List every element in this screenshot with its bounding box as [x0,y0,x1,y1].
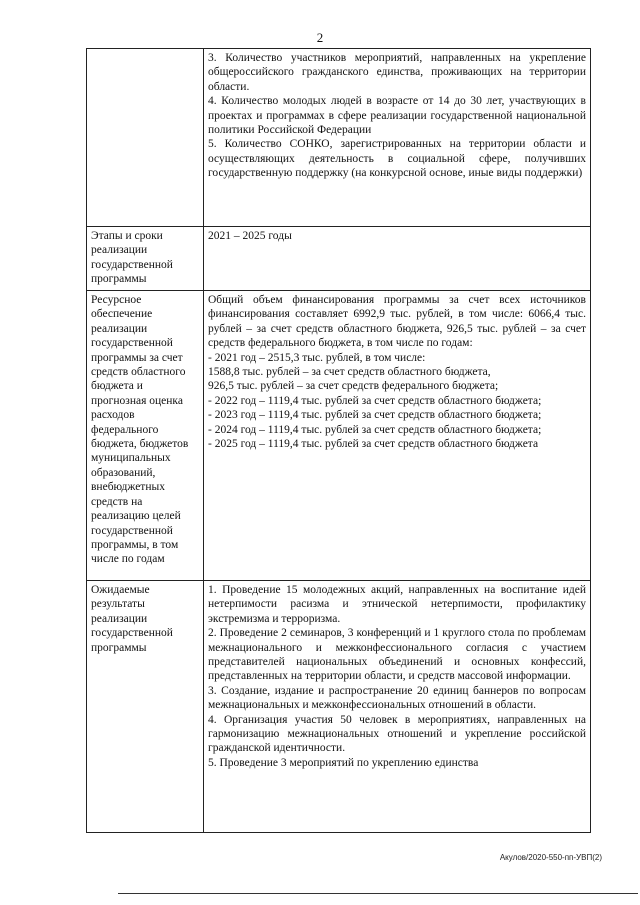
indicator-3: 3. Количество участников мероприятий, направленных на укрепление общероссийского гражданского единства, проживающих на территории области. [208,52,586,93]
table-row [87,227,591,291]
table-row [87,49,591,227]
row-content-stages [204,227,591,291]
indicator-5: 5. Количество СОНКО, зарегистрированных на территории области и осуществляющих деятельность в социальной сфере, получивших государственную поддержку (на конкурсной основе, иные виды поддержки) [208,138,586,180]
row-content-resources [204,291,591,581]
funding-2025: - 2025 год – 1119,4 тыс. рублей за счет средств областного бюджета [208,438,539,451]
funding-2021-regional: 1588,8 тыс. рублей – за счет средств областного бюджета, [208,366,491,379]
result-2: 2. Проведение 2 семинаров, 3 конференций и 1 круглого стола по проблемам межнационального и межконфессионального согласия с участием представителей национальных объединений и основных конфессий, представленных на территории области, и средств массовой информации. [208,627,586,683]
row-label-resources: Ресурсное обеспечение реализации государственной программы за счет средств областного бюджета и прогнозная оценка расходов федерального бюджета, бюджетов муниципальных образований, внебюджетных средств на реализацию целей государственной программы, в том числе по годам [87,291,204,581]
table-row [87,291,591,581]
funding-total: Общий объем финансирования программы за счет всех источников финансирования составляет 6992,9 тыс. рублей, в том числе: 6066,4 тыс. рублей – за счет средств областного бюджета, 926,5 тыс. рублей – за счет средств федерального бюджета, в том числе по годам: [208,294,586,350]
result-5: 5. Проведение 3 мероприятий по укреплению единства [208,756,479,769]
stages-period: 2021 – 2025 годы [208,230,292,242]
row-content-results [204,581,591,833]
result-4: 4. Организация участия 50 человек в мероприятиях, направленных на гармонизацию межнациональных отношений и укрепление российской гражданской идентичности. [208,713,586,755]
footer-rule [118,893,638,894]
row-label [87,49,204,227]
indicator-4: 4. Количество молодых людей в возрасте от 14 до 30 лет, участвующих в проектах и программах в сфере реализации государственной национальной политики Российской Федерации [208,95,586,137]
row-label-results: Ожидаемые результаты реализации государственной программы [87,581,204,833]
funding-2024: - 2024 год – 1119,4 тыс. рублей за счет средств областного бюджета; [208,423,542,436]
row-label-stages: Этапы и сроки реализации государственной программы [87,227,204,291]
funding-2021-federal: 926,5 тыс. рублей – за счет средств федерального бюджета; [208,380,499,393]
result-3: 3. Создание, издание и распространение 20 единиц баннеров по вопросам межнациональных и межконфессиональных отношений в области. [208,684,586,712]
footer-document-code: Акулов/2020-550-пп-УВП(2) [499,853,602,862]
page-number: 2 [316,30,324,45]
funding-2021: - 2021 год – 2515,3 тыс. рублей, в том числе: [208,351,426,364]
row-content [204,49,591,227]
funding-2023: - 2023 год – 1119,4 тыс. рублей за счет средств областного бюджета; [208,409,542,422]
passport-table [86,48,591,833]
result-1: 1. Проведение 15 молодежных акций, направленных на воспитание идей нетерпимости расизма и этнической нетерпимости, профилактику экстремизма и терроризма. [208,584,586,625]
table-row [87,581,591,833]
funding-2022: - 2022 год – 1119,4 тыс. рублей за счет средств областного бюджета; [208,394,542,407]
